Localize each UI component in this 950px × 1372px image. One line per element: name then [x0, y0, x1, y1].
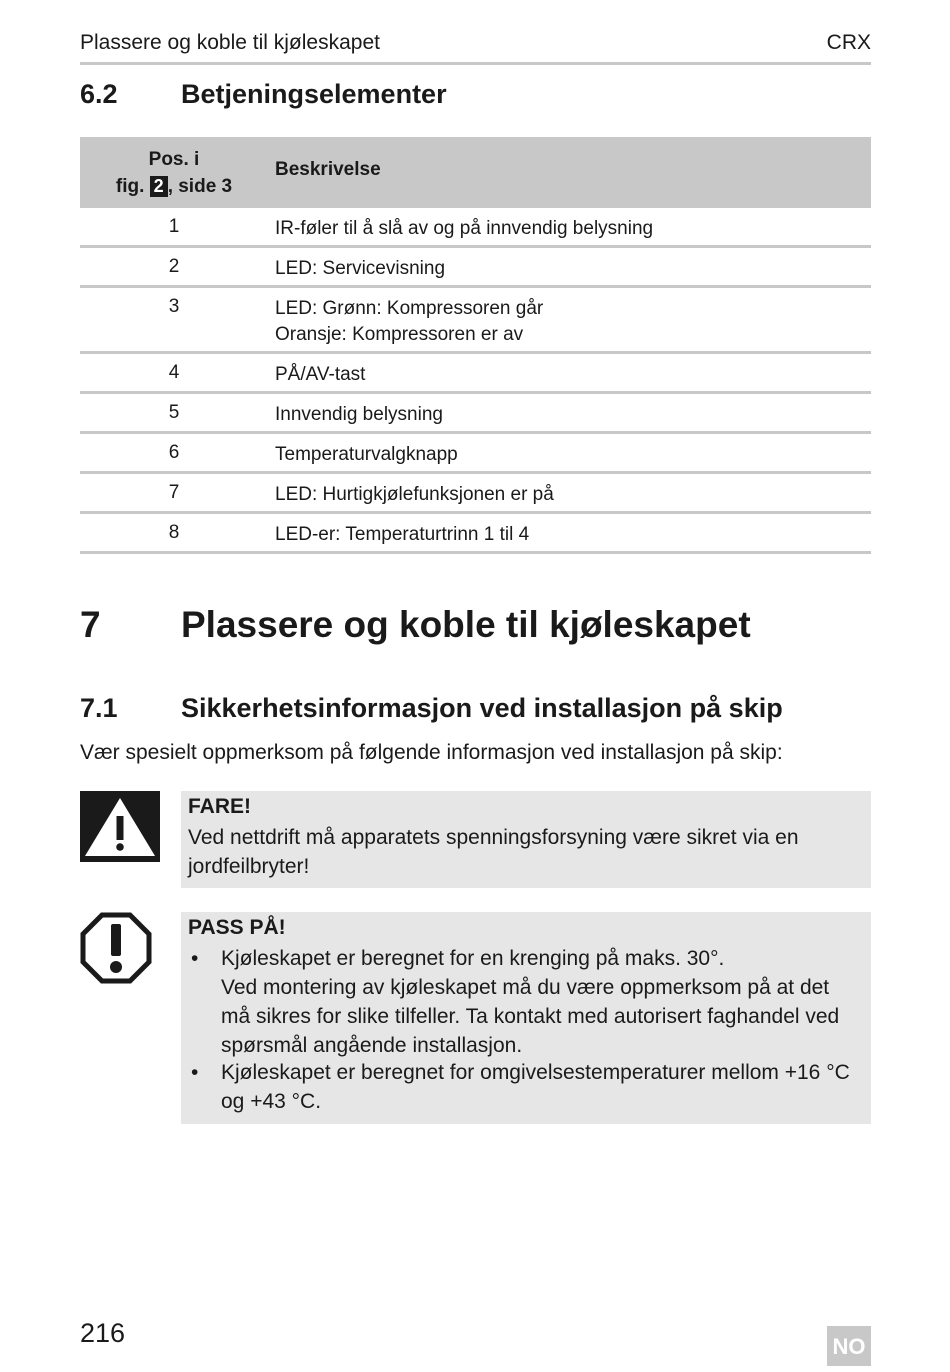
- row-position: 6: [168, 442, 180, 463]
- section-title: Sikkerhetsinformasjon ved installasjon på skip: [181, 693, 783, 723]
- header-pos-line: Pos. i: [148, 149, 200, 170]
- controls-table: [80, 137, 871, 554]
- list-item-line: spørsmål angående installasjon.: [221, 1034, 523, 1057]
- table-row: [80, 354, 871, 394]
- bullet-mark: •: [191, 947, 199, 970]
- row-description: LED-er: Temperaturtrinn 1 til 4: [275, 524, 530, 545]
- chapter-title: Plassere og koble til kjøleskapet: [181, 604, 751, 645]
- danger-title: FARE!: [188, 795, 251, 818]
- table-row: [80, 434, 871, 474]
- row-position: 2: [168, 256, 180, 277]
- danger-text: [188, 823, 848, 881]
- table-row: [80, 474, 871, 514]
- header-fig-line: [80, 173, 268, 200]
- chapter-heading-7: [80, 604, 860, 654]
- table-header: [80, 137, 871, 208]
- list-item: [188, 1058, 858, 1116]
- list-item-line: Ved montering av kjøleskapet må du være oppmerksom på at det: [221, 976, 830, 999]
- list-item-line: Kjøleskapet er beregnet for omgivelsestemperaturer mellom +16 °C: [221, 1061, 850, 1084]
- fig-suffix: , side 3: [167, 176, 233, 197]
- section-title: Betjeningselementer: [181, 79, 447, 109]
- section-heading-7-1: [80, 693, 860, 729]
- list-item: [188, 944, 858, 1060]
- table-row: [80, 514, 871, 554]
- figure-number-badge: 2: [150, 176, 168, 197]
- row-description: PÅ/AV-tast: [275, 364, 366, 385]
- row-position: 1: [168, 216, 180, 237]
- row-description: Innvendig belysning: [275, 404, 443, 425]
- section-number: 6.2: [80, 79, 118, 109]
- chapter-number: 7: [80, 604, 101, 645]
- list-item-text: [221, 1058, 861, 1116]
- row-position: 4: [168, 362, 180, 383]
- header-model: CRX: [826, 31, 871, 54]
- row-description: LED: Servicevisning: [275, 258, 446, 279]
- row-description: [275, 296, 543, 348]
- row-position: 7: [168, 482, 180, 503]
- row-description-line: Oransje: Kompressoren er av: [275, 324, 524, 345]
- language-badge: NO: [827, 1326, 871, 1366]
- danger-text-line: Ved nettdrift må apparatets spenningsforsyning være sikret via en: [188, 826, 799, 849]
- caution-title: PASS PÅ!: [188, 916, 286, 939]
- table-row: [80, 208, 871, 248]
- caution-notice: [181, 912, 871, 1124]
- list-item-line: og +43 °C.: [221, 1090, 322, 1113]
- page-header: [80, 28, 871, 65]
- header-chapter-title: Plassere og koble til kjøleskapet: [80, 31, 380, 54]
- table-header-position: [80, 146, 268, 200]
- bullet-mark: •: [191, 1061, 199, 1084]
- list-item-line: Kjøleskapet er beregnet for en krenging på maks. 30°.: [221, 947, 725, 970]
- list-item-line: må sikres for slike tilfeller. Ta kontakt med autorisert faghandel ved: [221, 1005, 840, 1028]
- warning-triangle-icon: [80, 791, 160, 862]
- row-description: Temperaturvalgknapp: [275, 444, 458, 465]
- caution-octagon-icon: [80, 912, 152, 984]
- row-position: 8: [168, 522, 180, 543]
- danger-text-line: jordfeilbryter!: [188, 855, 310, 878]
- row-description: LED: Hurtigkjølefunksjonen er på: [275, 484, 554, 505]
- row-description: IR-føler til å slå av og på innvendig belysning: [275, 218, 654, 239]
- intro-paragraph: Vær spesielt oppmerksom på følgende informasjon ved installasjon på skip:: [80, 741, 783, 764]
- fig-prefix: fig.: [115, 176, 145, 197]
- danger-notice: [181, 791, 871, 888]
- table-row: [80, 288, 871, 354]
- section-number: 7.1: [80, 693, 118, 723]
- table-row: [80, 394, 871, 434]
- row-position: 3: [168, 296, 180, 317]
- section-heading-6-2: [80, 79, 860, 115]
- table-row: [80, 248, 871, 288]
- page-number: 216: [80, 1318, 126, 1348]
- row-position: 5: [168, 402, 180, 423]
- list-item-text: [221, 944, 861, 1060]
- row-description-line: LED: Grønn: Kompressoren går: [275, 298, 544, 319]
- table-header-description: Beskrivelse: [275, 159, 381, 180]
